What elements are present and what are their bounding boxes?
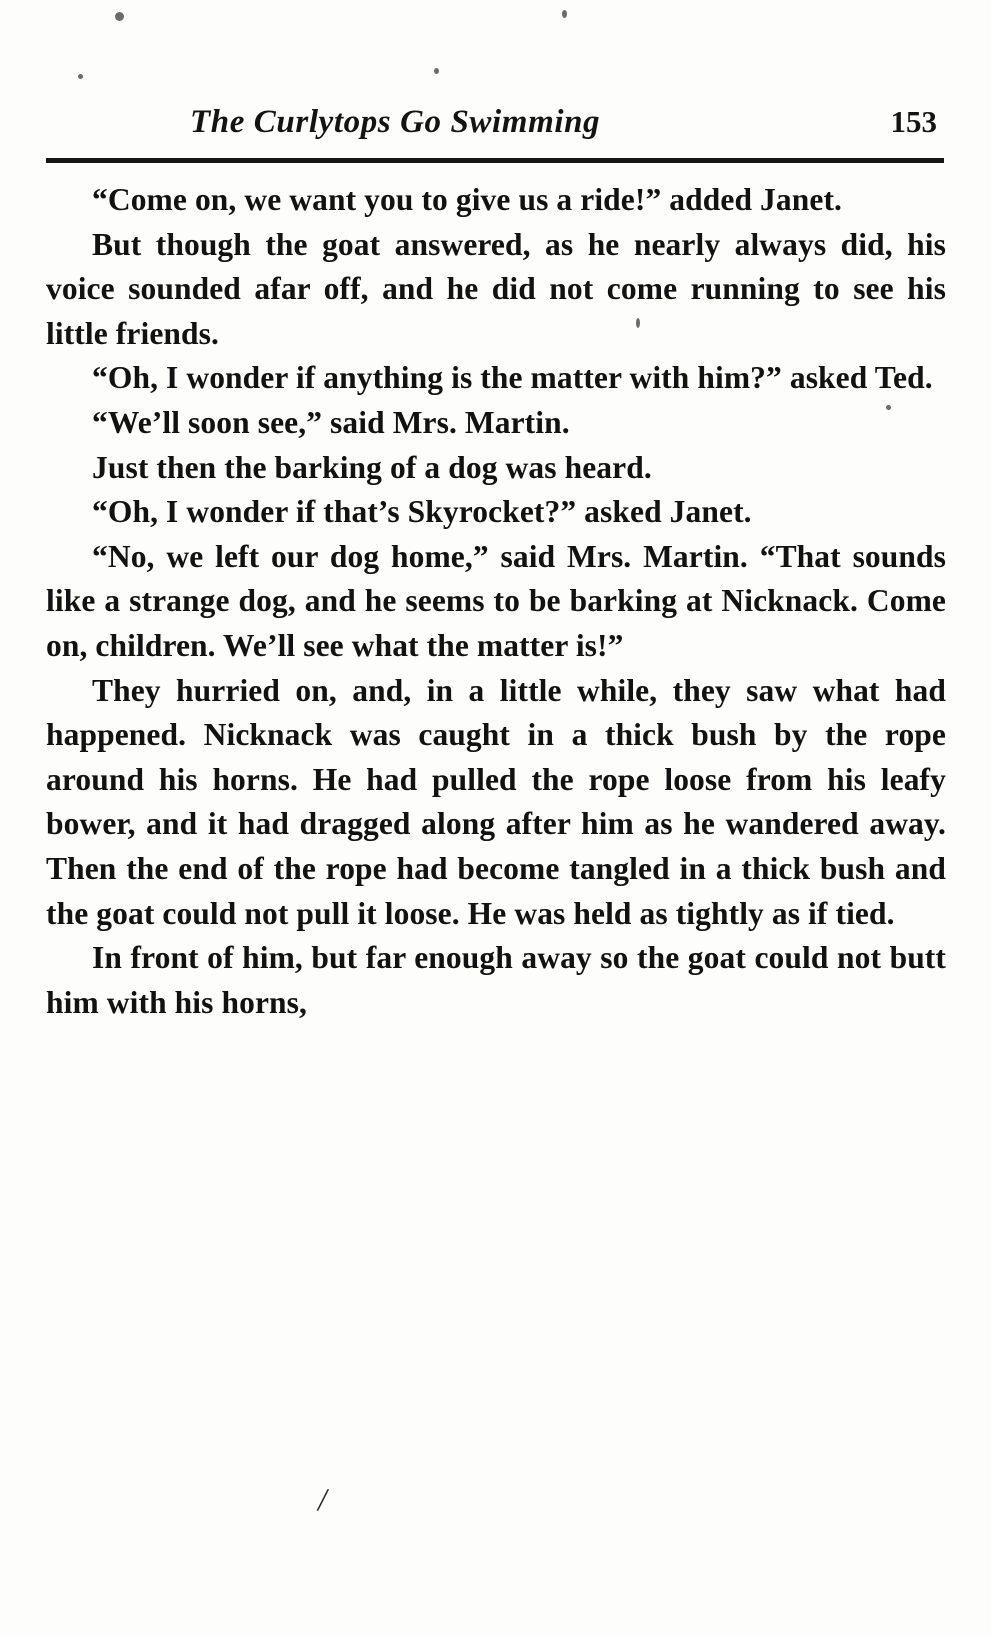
paragraph: “Oh, I wonder if that’s Skyrocket?” asked Janet.: [92, 494, 752, 530]
paragraph: “We’ll soon see,” said Mrs. Martin.: [92, 404, 570, 440]
scan-speck: [562, 10, 567, 18]
bottom-pencil-mark: /: [315, 1481, 331, 1520]
page-number: 153: [890, 104, 937, 139]
running-title: The Curlytops Go Swimming: [190, 104, 601, 140]
scan-speck: [434, 68, 439, 74]
paragraph: “No, we left our dog home,” said Mrs. Martin. “That sounds like a strange dog, and he seems to be barking at Nicknack. Come on, children. We’ll see what the matter is!”: [46, 538, 946, 663]
paragraph: “Come on, we want you to give us a ride!” added Janet.: [92, 182, 843, 217]
paragraph: In front of him, but far enough away so the goat could not butt him with his horns,: [46, 940, 946, 1020]
paragraph: “Oh, I wonder if anything is the matter with him?” asked Ted.: [92, 360, 933, 396]
page-header: [45, 104, 945, 141]
paragraph: They hurried on, and, in a little while, they saw what had happened. Nicknack was caught in a thick bush by the rope around his horns. He had pulled the rope loose from his leafy bower, and it had dragged along after him as he wandered away. Then the end of the rope had become tangled in a thick bush and the goat could not pull it loose. He was held as tightly as if tied.: [46, 672, 946, 931]
scan-speck: [115, 12, 124, 21]
body-text: [46, 178, 946, 1025]
scan-speck: [78, 74, 83, 79]
header-rule: [46, 158, 944, 163]
paragraph: But though the goat answered, as he nearly always did, his voice sounded afar off, and he did not come running to see his little friends.: [46, 226, 946, 351]
paragraph: Just then the barking of a dog was heard.: [92, 449, 652, 485]
